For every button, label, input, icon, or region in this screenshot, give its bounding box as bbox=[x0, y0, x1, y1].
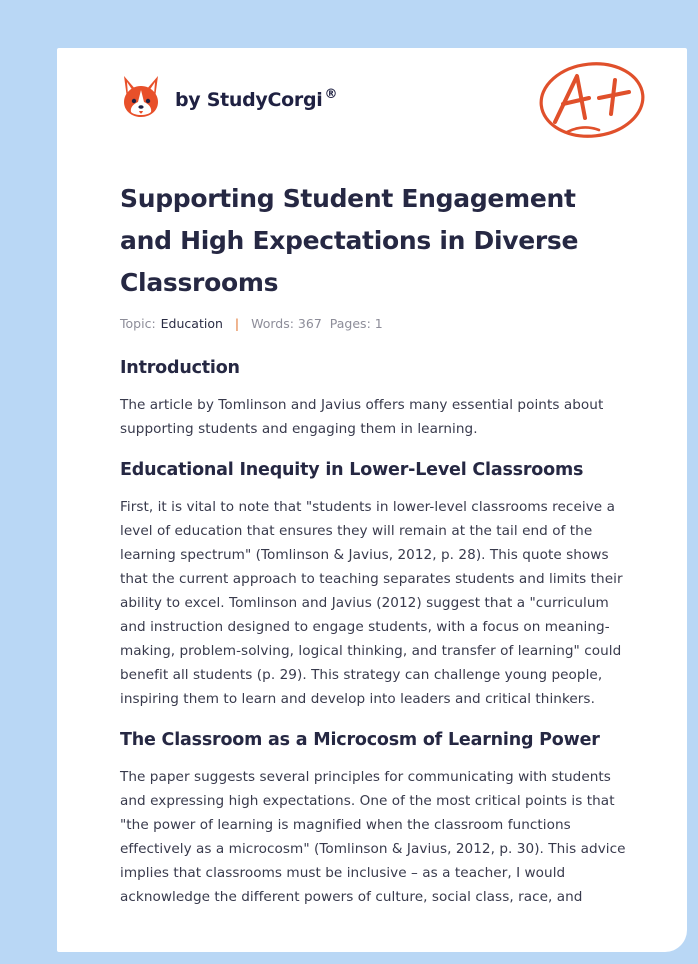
section-heading: The Classroom as a Microcosm of Learning Power bbox=[120, 730, 600, 750]
section-paragraph: First, it is vital to note that "students in lower-level classrooms receive a level of education that ensures they will remain at the tail end of the learning spectrum" (Tomlinson & Javius, 2012, p. 28). This quote shows that the current approach to teaching separates students and limits their ability to excel. Tomlinson and Javius (2012) suggest that a "curriculum and instruction designed to engage students, with a focus on meaning-making, problem-solving, logical thinking, and transfer of learning" could benefit all students (p. 29). This strategy can challenge young people, inspiring them to learn and develop into leaders and critical thinkers. bbox=[120, 499, 623, 707]
page-count: Pages: 1 bbox=[329, 316, 383, 331]
registered-mark: ® bbox=[324, 87, 338, 102]
section-heading: Educational Inequity in Lower-Level Classrooms bbox=[120, 460, 584, 480]
a-plus-icon bbox=[537, 58, 649, 142]
document-page bbox=[57, 48, 687, 952]
word-count: Words: 367 bbox=[251, 316, 322, 331]
topic-label: Topic: bbox=[120, 316, 156, 331]
brand-logo[interactable] bbox=[121, 74, 337, 124]
brand-name: by StudyCorgi bbox=[175, 89, 323, 111]
document-title: Supporting Student Engagement and High Expectations in Diverse Classrooms bbox=[120, 184, 579, 297]
section-heading: Introduction bbox=[120, 358, 240, 378]
document-meta bbox=[120, 316, 632, 331]
topic-link[interactable]: Education bbox=[160, 316, 223, 331]
section-paragraph: The paper suggests several principles for communicating with students and expressing high expectations. One of the most critical points is that "the power of learning is magnified when the classroom functions effectively as a microcosm" (Tomlinson & Javius, 2012, p. 30). This advice implies that classrooms must be inclusive – as a teacher, I would acknowledge the different powers of culture, social class, race, and bbox=[120, 769, 626, 905]
corgi-logo-icon bbox=[121, 74, 161, 124]
article bbox=[120, 178, 632, 909]
a-plus-badge bbox=[537, 58, 649, 146]
section-paragraph: The article by Tomlinson and Javius offers many essential points about supporting students and engaging them in learning. bbox=[120, 397, 604, 437]
meta-separator: | bbox=[234, 316, 240, 331]
